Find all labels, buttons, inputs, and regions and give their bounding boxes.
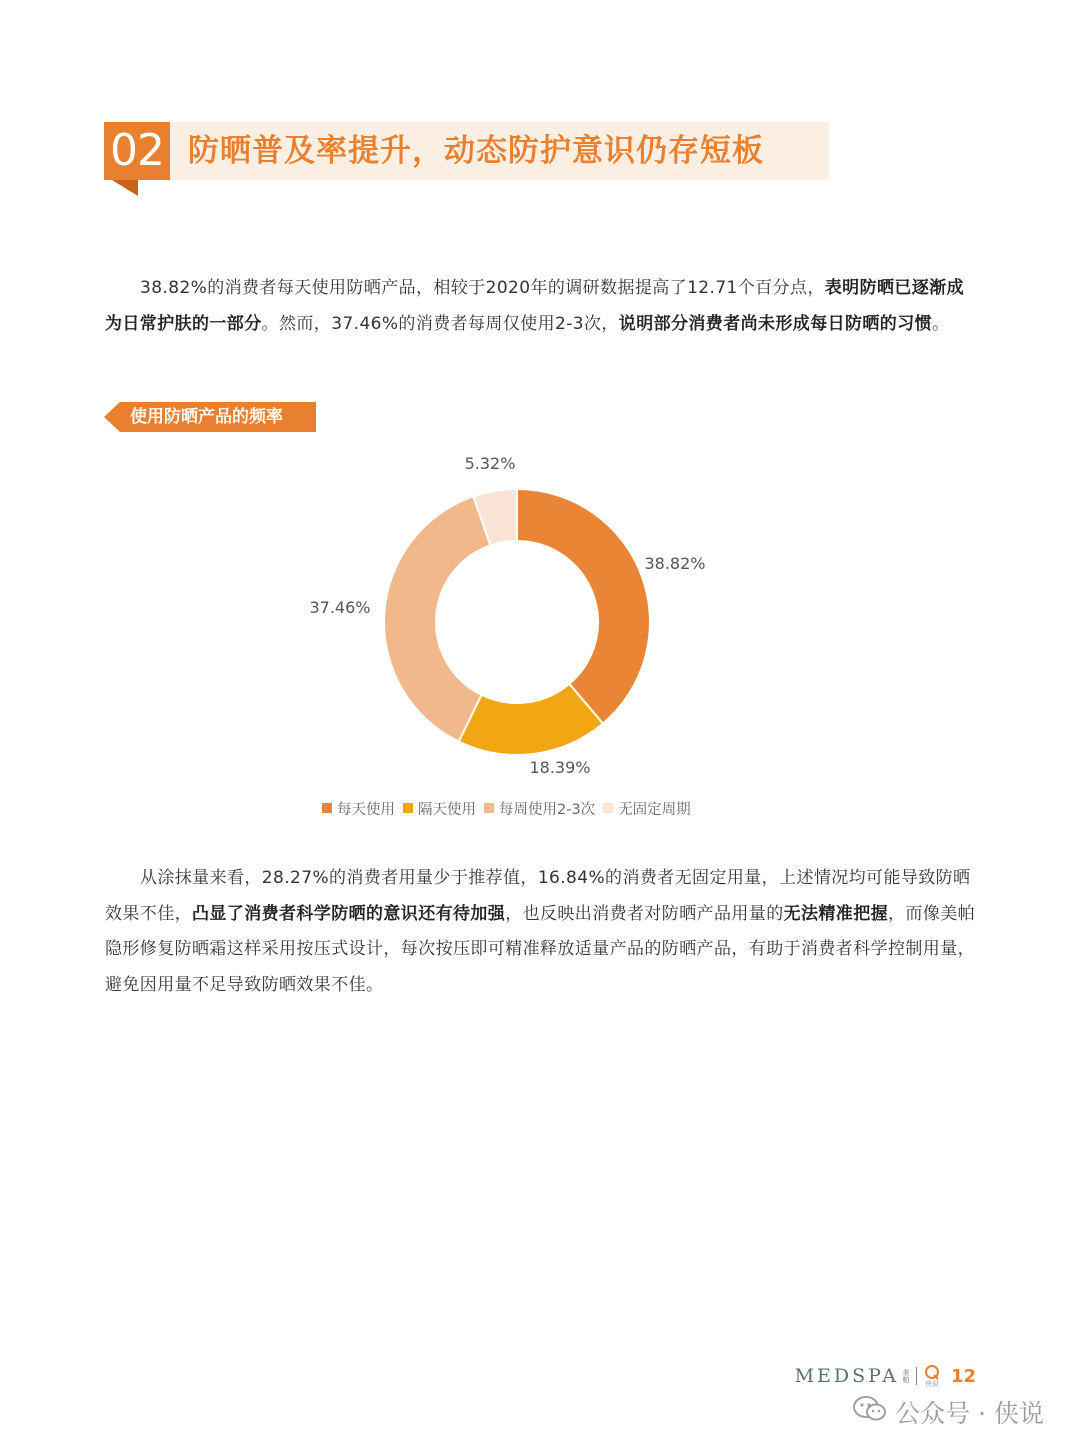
paragraph1-run: 表明防晒已逐渐成为日常护肤的一部分 bbox=[105, 278, 964, 334]
legend-label: 无固定周期 bbox=[618, 801, 691, 818]
donut-data-label-3: 37.46% bbox=[309, 598, 371, 617]
paragraph1-run: 38.82%的消费者每天使用防晒产品，相较于2020年的调研数据提高了12.71个百分点， bbox=[140, 278, 825, 298]
partner-logo-icon bbox=[923, 1364, 941, 1380]
section-title: 防晒普及率提升，动态防护意识仍存短板 bbox=[188, 133, 764, 169]
wechat-icon bbox=[853, 1395, 887, 1429]
brand-logo: MEDSPA bbox=[794, 1365, 899, 1387]
donut-data-label-2: 18.39% bbox=[529, 758, 591, 777]
paragraph2-run: 无法精准把握 bbox=[783, 903, 889, 924]
legend-label: 每天使用 bbox=[337, 801, 395, 818]
legend-item bbox=[603, 798, 691, 819]
page-number: 12 bbox=[950, 1365, 976, 1387]
intro-paragraph bbox=[105, 271, 977, 342]
donut-data-label-4: 5.32% bbox=[464, 454, 516, 473]
page-footer bbox=[795, 1362, 976, 1390]
paragraph2-run: ，而像美帕隐形修复防晒霜这样采用按压式设计，每次按压即可精准释放适量产品的防晒产品，有助于消费者科学控制用量，避免因用量不足导致防晒效果不佳。 bbox=[105, 903, 976, 995]
subheader-arrow bbox=[104, 402, 120, 432]
paragraph1-run: 。然而，37.46%的消费者每周仅使用2-3次， bbox=[261, 313, 619, 334]
paragraph1-run: 说明部分消费者尚未形成每日防晒的习惯 bbox=[618, 313, 932, 334]
donut-chart bbox=[280, 450, 800, 830]
legend-swatch bbox=[484, 803, 494, 813]
partner-logo-text: 侠说 bbox=[924, 1380, 939, 1388]
paragraph2-run: 凸显了消费者科学防晒的意识还有待加强 bbox=[192, 903, 506, 924]
legend-swatch bbox=[322, 803, 332, 813]
legend-item bbox=[484, 798, 595, 819]
donut-slice-1 bbox=[517, 489, 650, 724]
brand-sub-label: 美帕 bbox=[901, 1369, 910, 1383]
legend-label: 每周使用2-3次 bbox=[499, 801, 596, 818]
watermark-text: 公众号 · 侠说 bbox=[895, 1399, 1044, 1428]
chart-legend bbox=[322, 796, 699, 820]
section-number-fold bbox=[112, 180, 138, 196]
donut-data-label-1: 38.82% bbox=[644, 554, 706, 573]
legend-label: 隔天使用 bbox=[418, 801, 476, 818]
legend-item bbox=[403, 798, 476, 819]
footer-divider bbox=[916, 1367, 917, 1385]
chart-subheader bbox=[104, 402, 316, 432]
paragraph1-run: 。 bbox=[932, 313, 950, 334]
partner-logo bbox=[923, 1364, 941, 1388]
legend-swatch bbox=[603, 803, 613, 813]
usage-paragraph bbox=[105, 861, 977, 1003]
paragraph2-run: ，也反映出消费者对防晒产品用量的 bbox=[505, 903, 784, 924]
donut-slice-3 bbox=[384, 496, 490, 741]
section-number: 02 bbox=[104, 122, 170, 180]
legend-item bbox=[322, 798, 395, 819]
subheader-label: 使用防晒产品的频率 bbox=[120, 402, 316, 432]
watermark bbox=[853, 1392, 1044, 1432]
paragraph2-run: 从涂抹量来看，28.27%的消费者用量少于推荐值，16.84%的消费者无固定用量，上述情况均可能导致防晒效果不佳， bbox=[105, 868, 971, 924]
section-header bbox=[104, 122, 829, 182]
legend-swatch bbox=[403, 803, 413, 813]
